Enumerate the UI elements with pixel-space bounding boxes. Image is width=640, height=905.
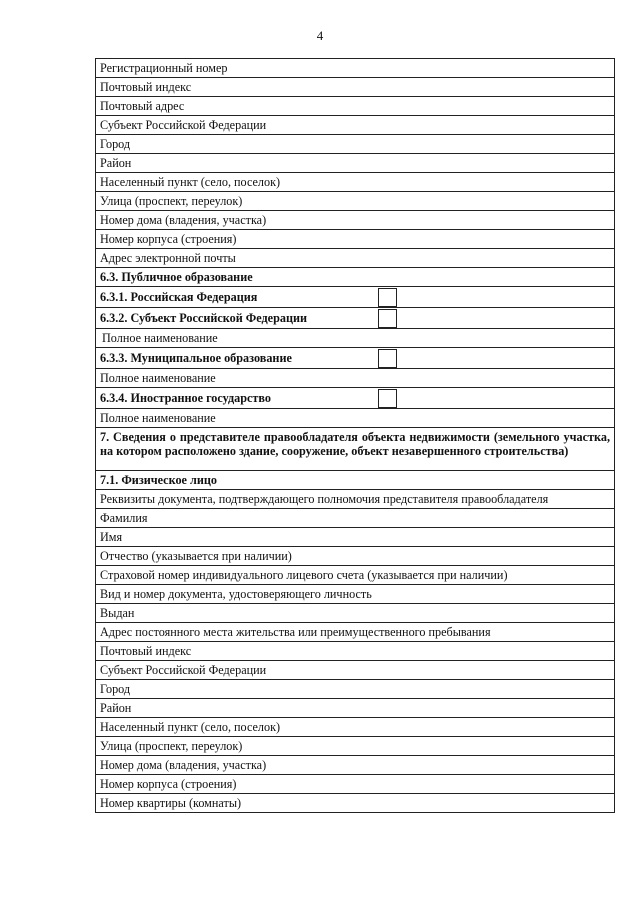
field-label: Номер корпуса (строения) [100, 232, 237, 246]
russian-federation-checkbox[interactable] [378, 288, 397, 307]
field-label: Адрес электронной почты [100, 251, 236, 265]
field-patronymic[interactable] [96, 547, 614, 566]
field-building-number-2[interactable] [96, 775, 614, 794]
field-label: Номер дома (владения, участка) [100, 758, 267, 772]
section-7-heading [96, 428, 614, 471]
field-label: Населенный пункт (село, поселок) [100, 175, 281, 189]
field-label: Улица (проспект, переулок) [100, 194, 243, 208]
federal-subject-checkbox[interactable] [378, 309, 397, 328]
field-first-name[interactable] [96, 528, 614, 547]
field-label: Район [100, 701, 132, 715]
field-label: Регистрационный номер [100, 61, 228, 75]
field-house-number[interactable] [96, 211, 614, 230]
option-label: 6.3.2. Субъект Российской Федерации [100, 311, 308, 325]
field-locality[interactable] [96, 173, 614, 192]
field-identity-document[interactable] [96, 585, 614, 604]
option-label: 6.3.1. Российская Федерация [100, 290, 258, 304]
field-federal-subject[interactable] [96, 116, 614, 135]
field-label: Страховой номер индивидуального лицевого счета (указывается при наличии) [100, 568, 508, 582]
field-label: Субъект Российской Федерации [100, 118, 267, 132]
option-federal-subject [96, 308, 614, 329]
option-label: 6.3.4. Иностранное государство [100, 391, 271, 405]
field-label: Реквизиты документа, подтверждающего полномочия представителя правообладателя [100, 492, 549, 506]
section-heading: 7. Сведения о представителе правообладателя объекта недвижимости (земельного участка, на котором расположено здание, сооружение, объект незавершенного строительства) [100, 430, 610, 458]
field-label: Город [100, 682, 131, 696]
field-full-name-subject[interactable] [96, 329, 614, 348]
field-snils[interactable] [96, 566, 614, 585]
field-federal-subject-2[interactable] [96, 661, 614, 680]
field-label: Почтовый адрес [100, 99, 185, 113]
field-email[interactable] [96, 249, 614, 268]
field-label: Полное наименование [100, 371, 216, 385]
field-city[interactable] [96, 135, 614, 154]
field-building-number[interactable] [96, 230, 614, 249]
field-issued-by[interactable] [96, 604, 614, 623]
section-7-1-heading [96, 471, 614, 490]
field-label: Полное наименование [102, 331, 218, 345]
field-label: Улица (проспект, переулок) [100, 739, 243, 753]
field-residence-address[interactable] [96, 623, 614, 642]
field-locality-2[interactable] [96, 718, 614, 737]
field-house-number-2[interactable] [96, 756, 614, 775]
option-russian-federation [96, 287, 614, 308]
field-label: Отчество (указывается при наличии) [100, 549, 292, 563]
field-surname[interactable] [96, 509, 614, 528]
field-label: Номер корпуса (строения) [100, 777, 237, 791]
field-label: Город [100, 137, 131, 151]
foreign-state-checkbox[interactable] [378, 389, 397, 408]
field-district-2[interactable] [96, 699, 614, 718]
field-label: Почтовый индекс [100, 644, 192, 658]
field-registration-number[interactable] [96, 59, 614, 78]
field-label: Адрес постоянного места жительства или преимущественного пребывания [100, 625, 491, 639]
form-table [95, 58, 615, 813]
field-label: Район [100, 156, 132, 170]
section-heading: 7.1. Физическое лицо [100, 473, 217, 487]
field-full-name-foreign[interactable] [96, 409, 614, 428]
field-label: Субъект Российской Федерации [100, 663, 267, 677]
option-foreign-state [96, 388, 614, 409]
field-full-name-municipal[interactable] [96, 369, 614, 388]
field-label: Почтовый индекс [100, 80, 192, 94]
field-city-2[interactable] [96, 680, 614, 699]
field-label: Вид и номер документа, удостоверяющего личность [100, 587, 372, 601]
field-label: Населенный пункт (село, поселок) [100, 720, 281, 734]
field-label: Фамилия [100, 511, 148, 525]
field-postal-index[interactable] [96, 78, 614, 97]
field-authority-document[interactable] [96, 490, 614, 509]
section-6-3-heading [96, 268, 614, 287]
page-number: 4 [316, 28, 324, 43]
section-heading: 6.3. Публичное образование [100, 270, 253, 284]
field-district[interactable] [96, 154, 614, 173]
field-apartment-number[interactable] [96, 794, 614, 813]
field-postal-index-2[interactable] [96, 642, 614, 661]
field-label: Номер квартиры (комнаты) [100, 796, 242, 810]
field-street-2[interactable] [96, 737, 614, 756]
municipal-entity-checkbox[interactable] [378, 349, 397, 368]
field-label: Полное наименование [100, 411, 216, 425]
field-label: Выдан [100, 606, 135, 620]
field-street[interactable] [96, 192, 614, 211]
option-label: 6.3.3. Муниципальное образование [100, 351, 292, 365]
field-postal-address[interactable] [96, 97, 614, 116]
option-municipal-entity [96, 348, 614, 369]
field-label: Имя [100, 530, 123, 544]
field-label: Номер дома (владения, участка) [100, 213, 267, 227]
